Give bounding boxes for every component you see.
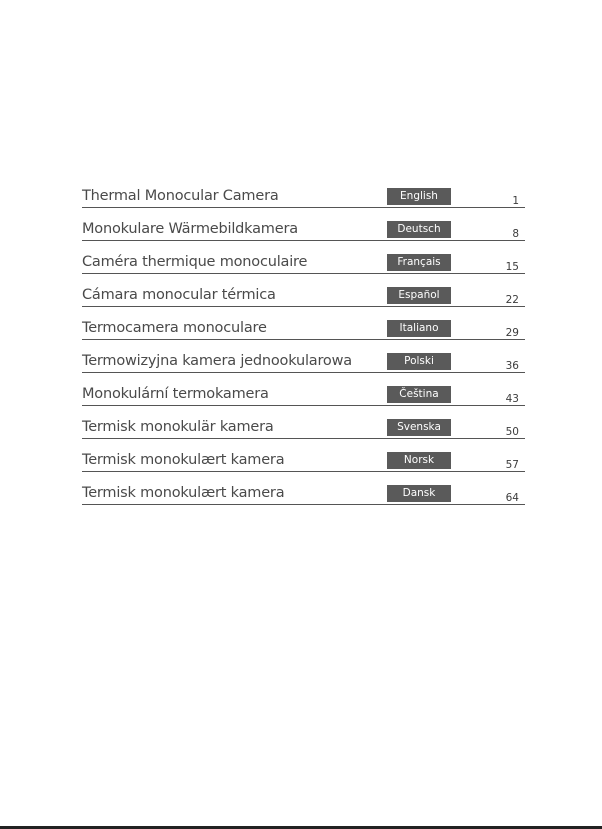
language-badge: Español [387,287,451,304]
language-badge: Français [387,254,451,271]
table-of-contents [82,186,525,516]
divider [82,240,525,241]
toc-title: Cámara monocular térmica [82,287,276,303]
page-number: 36 [505,360,519,372]
toc-entry-cestina[interactable] [82,384,525,417]
page-number: 29 [505,327,519,339]
page-number: 8 [512,228,519,240]
toc-entry-svenska[interactable] [82,417,525,450]
toc-title: Termowizyjna kamera jednookularowa [82,353,352,369]
divider [82,471,525,472]
page-number: 64 [505,492,519,504]
divider [82,339,525,340]
toc-entry-norsk[interactable] [82,450,525,483]
page-number: 50 [505,426,519,438]
toc-title: Termisk monokulært kamera [82,452,285,468]
toc-title: Termisk monokulär kamera [82,419,274,435]
toc-entry-dansk[interactable] [82,483,525,516]
toc-title: Termocamera monoculare [82,320,267,336]
toc-entry-english[interactable] [82,186,525,219]
divider [82,273,525,274]
toc-entry-polski[interactable] [82,351,525,384]
page-number: 57 [505,459,519,471]
language-badge: Čeština [387,386,451,403]
divider [82,306,525,307]
toc-title: Monokulare Wärmebildkamera [82,221,298,237]
page-number: 43 [505,393,519,405]
toc-title: Thermal Monocular Camera [82,188,279,204]
page-number: 15 [505,261,519,273]
page-number: 22 [505,294,519,306]
toc-title: Termisk monokulært kamera [82,485,285,501]
language-badge: Norsk [387,452,451,469]
divider [82,207,525,208]
divider [82,372,525,373]
toc-title: Monokulární termokamera [82,386,269,402]
toc-entry-francais[interactable] [82,252,525,285]
language-badge: English [387,188,451,205]
page-number: 1 [512,195,519,207]
divider [82,405,525,406]
language-badge: Dansk [387,485,451,502]
toc-entry-italiano[interactable] [82,318,525,351]
divider [82,438,525,439]
toc-title: Caméra thermique monoculaire [82,254,308,270]
toc-entry-espanol[interactable] [82,285,525,318]
divider [82,504,525,505]
toc-entry-deutsch[interactable] [82,219,525,252]
language-badge: Deutsch [387,221,451,238]
language-badge: Polski [387,353,451,370]
language-badge: Svenska [387,419,451,436]
language-badge: Italiano [387,320,451,337]
